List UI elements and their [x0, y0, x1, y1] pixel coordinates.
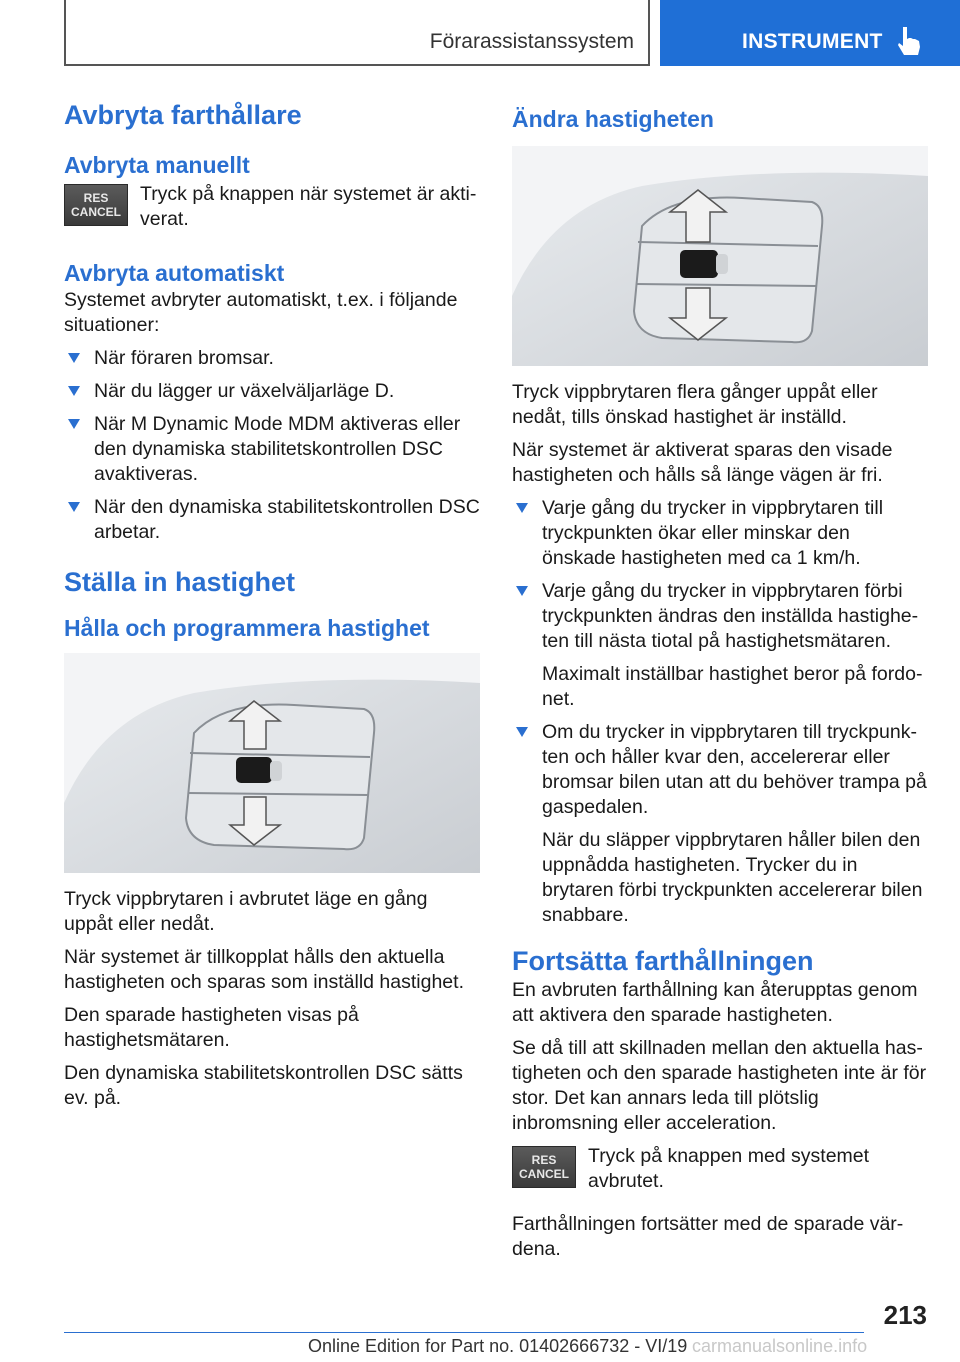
resume-para-1: En avbruten farthållning kan återupptas genom att aktivera den sparade hastigheten.: [512, 979, 918, 1026]
heading-cancel-auto: Avbryta automatiskt: [64, 260, 285, 286]
bullet-triangle-icon: [516, 503, 528, 513]
right-para-1: Tryck vippbrytaren flera gånger uppåt eller nedåt, tills önskad hastighet är inställd.: [512, 381, 878, 428]
heading-hold-program: Hålla och programmera hastighet: [64, 615, 430, 641]
list-subtext: När du släpper vippbrytaren håller bilen den uppnådda hastigheten. Trycker du in brytaren förbi tryckpunkten accelererar bilen snabbare.: [542, 829, 923, 926]
header-section-title: Förarassistanssystem: [429, 30, 634, 53]
res-cancel-row: [64, 182, 480, 232]
res-cancel-row-2: [512, 1144, 928, 1194]
right-column: [512, 98, 928, 1270]
list-item: När den dynamiska stabilitetskontrollen DSC arbetar.: [64, 495, 480, 545]
pointing-hand-icon: [894, 25, 924, 57]
auto-intro: Systemet avbryter automatiskt, t.ex. i följande situationer:: [64, 289, 458, 336]
steering-rocker-switch-image: [64, 653, 480, 873]
bullet-triangle-icon: [68, 353, 80, 363]
footer-watermark: carmanualsonline.info: [692, 1336, 868, 1356]
list-subtext: Maximalt inställbar hastighet beror på fordonet.: [542, 663, 923, 710]
header-chapter-title: INSTRUMENT: [742, 30, 883, 53]
page-number: 213: [883, 1300, 927, 1330]
bullet-triangle-icon: [516, 727, 528, 737]
auto-cancel-list: [64, 346, 480, 545]
left-para-1: Tryck vippbrytaren i avbrutet läge en gång uppåt eller nedåt.: [64, 888, 428, 935]
heading-cancel-manual: Avbryta manuellt: [64, 152, 250, 178]
bullet-triangle-icon: [68, 386, 80, 396]
resume-para-2: Se då till att skillnaden mellan den aktuella hastigheten och den sparade hastigheten inte är för stor. Det kan annars leda till plötslig inbromsning eller acceleration.: [512, 1037, 927, 1134]
bullet-triangle-icon: [516, 586, 528, 596]
resume-button-text: Tryck på knappen med systemet avbrutet.: [588, 1145, 870, 1192]
steering-rocker-switch-image-2: [512, 146, 928, 366]
change-speed-list: [512, 496, 928, 654]
left-column: [64, 98, 480, 1119]
heading-resume-cruise: Fortsätta farthållningen: [512, 946, 814, 976]
heading-change-speed: Ändra hastigheten: [512, 106, 714, 132]
list-item: Varje gång du trycker in vippbrytaren till tryckpunkten ökar eller minskar den önskade hastigheten med ca 1 km/h.: [512, 496, 928, 571]
bullet-triangle-icon: [68, 502, 80, 512]
heading-cancel-cruise: Avbryta farthållare: [64, 100, 302, 130]
bullet-triangle-icon: [68, 419, 80, 429]
list-item: När du lägger ur växelväljarläge D.: [64, 379, 480, 404]
left-para-3: Den sparade hastigheten visas på hastighetsmätaren.: [64, 1004, 359, 1051]
header-section-box: [64, 0, 650, 66]
list-item: När M Dynamic Mode MDM aktiveras eller den dynamiska stabilitetskontrollen DSC avaktiveras.: [64, 412, 480, 487]
left-para-4: Den dynamiska stabilitetskontrollen DSC sätts ev. på.: [64, 1062, 463, 1109]
right-para-2: När systemet är aktiverat sparas den visade hastigheten och hålls så länge vägen är fri.: [512, 439, 893, 486]
header-chapter-tab: [660, 0, 960, 66]
heading-set-speed: Ställa in hastighet: [64, 567, 296, 597]
footer-edition: Online Edition for Part no. 01402666732 - VI/19: [308, 1336, 688, 1356]
left-para-2: När systemet är tillkopplat hålls den aktuella hastigheten och sparas som inställd hastighet.: [64, 946, 464, 993]
manual-cancel-text: Tryck på knappen när systemet är aktiverat.: [140, 183, 477, 230]
list-item: Om du trycker in vippbrytaren till tryckpunkten och håller kvar den, accelererar eller bromsar bilen utan att du behöver trampa på gaspedalen.: [512, 720, 928, 820]
footer-rule: [64, 1332, 864, 1333]
list-item: Varje gång du trycker in vippbrytaren förbi tryckpunkten ändras den inställda hastigheten till nästa tiotal på hastighetsmätaren.: [512, 579, 928, 654]
change-speed-list-2: [512, 720, 928, 820]
res-cancel-button-icon: RES CANCEL: [64, 184, 128, 226]
final-para: Farthållningen fortsätter med de sparade värdena.: [512, 1213, 904, 1260]
res-cancel-button-icon: RES CANCEL: [512, 1146, 576, 1188]
list-item: När föraren bromsar.: [64, 346, 480, 371]
